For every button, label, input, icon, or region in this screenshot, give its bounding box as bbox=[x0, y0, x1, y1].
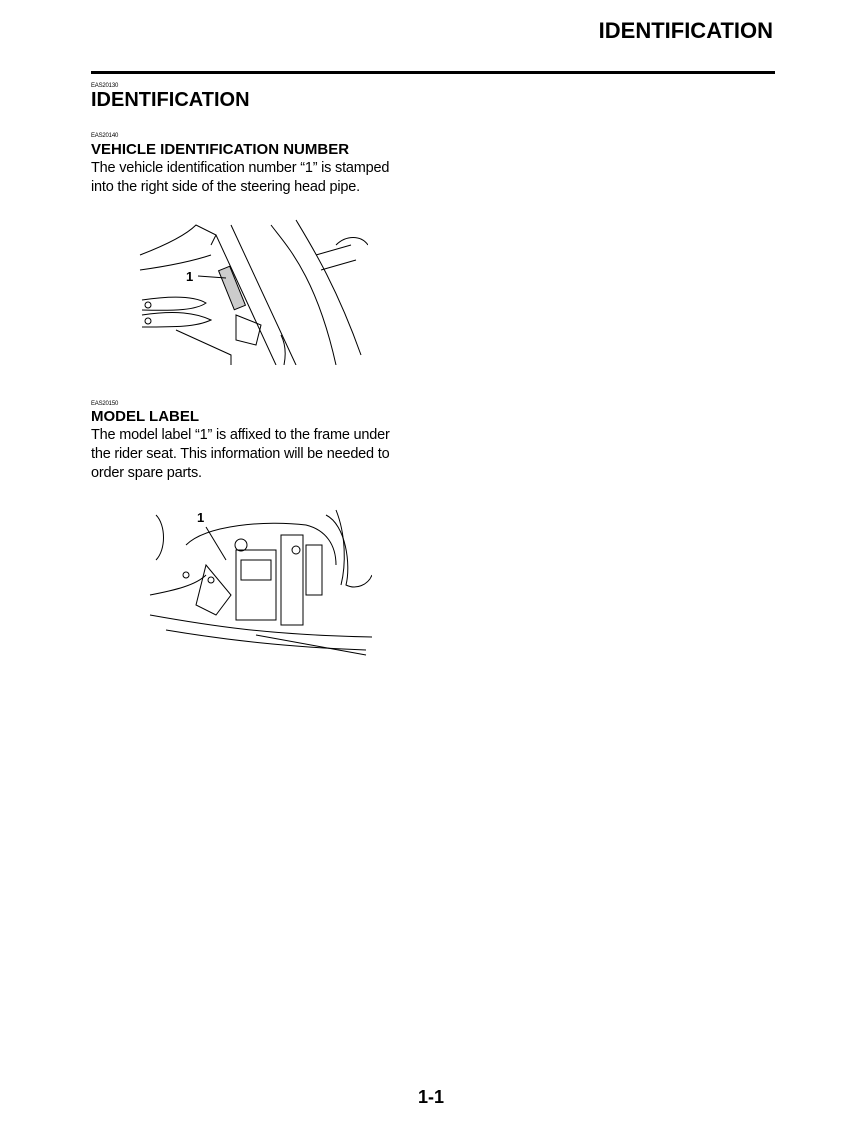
model-label-heading: MODEL LABEL bbox=[91, 408, 200, 425]
model-label-text-line: The model label “1” is affixed to the frame under bbox=[91, 427, 390, 443]
vin-illustration bbox=[136, 215, 368, 365]
model-label-text bbox=[91, 426, 390, 483]
header-rule bbox=[91, 71, 775, 74]
vin-text-line: into the right side of the steering head pipe. bbox=[91, 179, 360, 195]
vin-callout: 1 bbox=[186, 269, 194, 284]
vin-text bbox=[91, 159, 389, 197]
vin-text-line: The vehicle identification number “1” is stamped bbox=[91, 160, 390, 176]
model-label-illustration bbox=[146, 505, 372, 657]
running-header: IDENTIFICATION bbox=[598, 18, 773, 43]
vin-code: EAS20140 bbox=[91, 133, 119, 139]
model-label-text-line: order spare parts. bbox=[91, 465, 202, 481]
vin-heading: VEHICLE IDENTIFICATION NUMBER bbox=[91, 141, 350, 158]
model-label-text-line: the rider seat. This information will be needed to bbox=[91, 446, 390, 462]
section-title: IDENTIFICATION bbox=[91, 89, 250, 111]
model-label-callout: 1 bbox=[197, 510, 205, 525]
model-label-code: EAS20150 bbox=[91, 401, 119, 407]
section-code: EAS20130 bbox=[91, 83, 119, 89]
page-number: 1-1 bbox=[418, 1087, 445, 1107]
